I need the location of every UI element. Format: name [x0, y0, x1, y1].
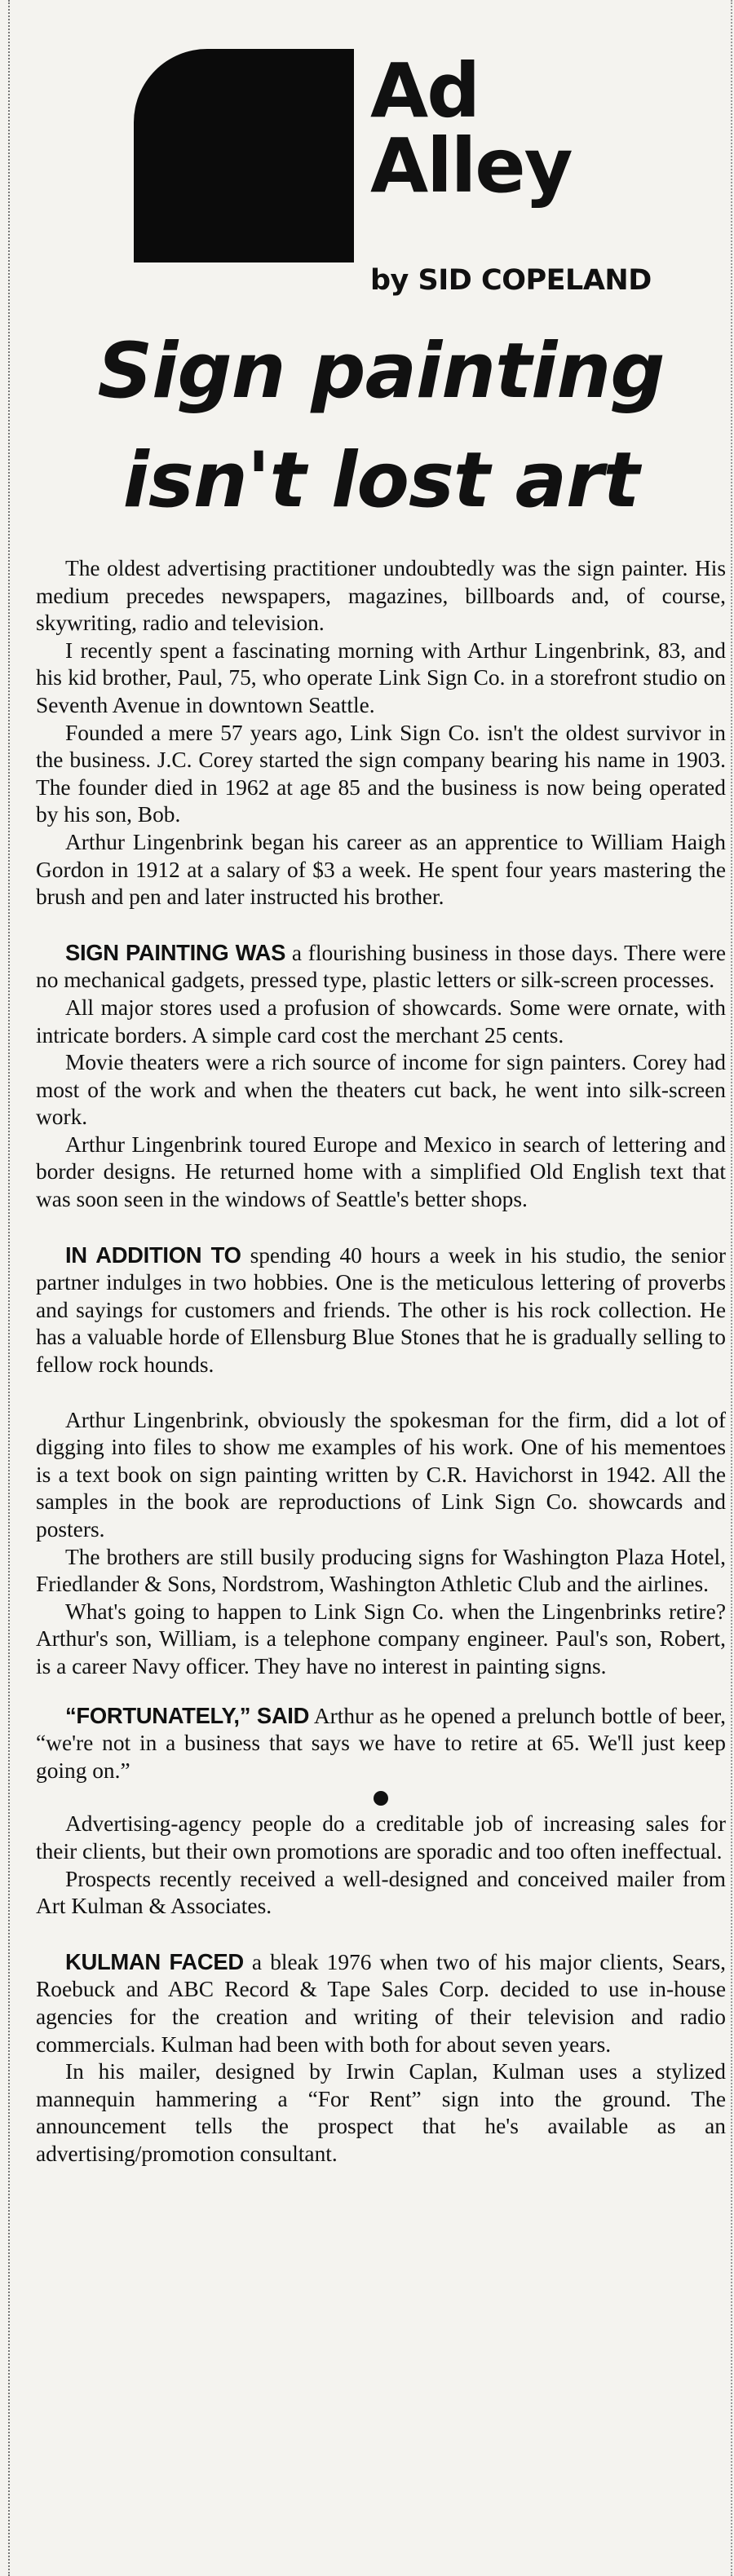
section-lead: “FORTUNATELY,” SAID [65, 1702, 310, 1728]
article-body [36, 555, 726, 2168]
paragraph: Arthur Lingenbrink toured Europe and Mexico in search of lettering and border designs. He returned home with a simplified Old English text that was soon seen in the windows of Seattle's better shops. [36, 1131, 726, 1212]
paragraph: Arthur Lingenbrink, obviously the spokesman for the firm, did a lot of digging into files to show me examples of his work. One of his mementoes is a text book on sign painting written by C.R. Havichorst in 1942. All the samples in the book are reproductions of Link Sign Co. showcards and posters. [36, 1407, 726, 1542]
paragraph: Arthur Lingenbrink began his career as an apprentice to William Haigh Gordon in 1912 at a salary of $3 a week. He spent four years mastering the brush and pen and later instructed his brother. [36, 829, 726, 910]
headline [36, 317, 726, 536]
section-text: a flourishing business in those days. There were no mechanical gadgets, pressed type, plastic letters or silk-screen processes. [36, 940, 726, 993]
headline-line2: isn't lost art [122, 436, 639, 525]
paragraph: Prospects recently received a well-designed and conceived mailer from Art Kulman & Associates. [36, 1866, 726, 1919]
column-title-line2: Alley [370, 122, 572, 210]
paragraph: The oldest advertising practitioner undoubtedly was the sign painter. His medium precedes newspapers, magazines, billboards and, of course, skywriting, radio and television. [36, 556, 726, 636]
paragraph: In his mailer, designed by Irwin Caplan, Kulman uses a stylized mannequin hammering a “For Rent” sign into the ground. The announcement tells the prospect that he's available as an advertising/promotion consultant. [36, 2059, 726, 2166]
paragraph: The brothers are still busily producing signs for Washington Plaza Hotel, Friedlander & Sons, Nordstrom, Washington Athletic Club and the airlines. [36, 1544, 726, 1597]
paragraph: All major stores used a profusion of showcards. Some were ornate, with intricate borders. A simple card cost the merchant 25 cents. [36, 995, 726, 1048]
column-title-line1: Ad [370, 47, 480, 135]
paragraph: Movie theaters were a rich source of income for sign painters. Corey had most of the work and when the theaters cut back, he went into silk-screen work. [36, 1050, 726, 1130]
section-text: a bleak 1976 when two of his major clients, Sears, Roebuck and ABC Record & Tape Sales Corp. decided to use in-house agencies for the creation and writing of their television and radio commercials. Kulman had been with both for about seven years. [36, 1949, 726, 2057]
paragraph: Founded a mere 57 years ago, Link Sign Co. isn't the oldest survivor in the business. J.C. Corey started the sign company bearing his name in 1903. The founder died in 1962 at age 85 and the business is now being operated by his son, Bob. [36, 720, 726, 827]
section-lead: SIGN PAINTING WAS [65, 939, 286, 965]
paragraph: What's going to happen to Link Sign Co. when the Lingenbrinks retire? Arthur's son, William, is a telephone company engineer. Paul's son, Robert, is a career Navy officer. They have no interest in painting signs. [36, 1599, 726, 1678]
section-paragraph [36, 1702, 726, 1785]
section-paragraph [36, 1948, 726, 2058]
paragraph: I recently spent a fascinating morning with Arthur Lingenbrink, 83, and his kid brother, Paul, 75, who operate Link Sign Co. in a storefront studio on Seventh Avenue in downtown Seattle. [36, 637, 726, 717]
column-rule-left [8, 0, 11, 2576]
headline-line1: Sign painting [97, 327, 665, 416]
section-paragraph [36, 939, 726, 995]
section-paragraph [36, 1242, 726, 1379]
section-text: Arthur as he opened a prelunch bottle of beer, “we're not in a business that says we have to retire at 65. We'll just keep going on.” [36, 1703, 726, 1783]
byline: by SID COPELAND [370, 264, 652, 297]
paragraph: Advertising-agency people do a creditable job of increasing sales for their clients, but their own promotions are sporadic and too often ineffectual. [36, 1811, 726, 1864]
section-lead: KULMAN FACED [65, 1948, 244, 1974]
column-header [36, 0, 726, 306]
column-logo-block [134, 49, 354, 262]
section-divider-bullet [374, 1791, 388, 1806]
section-lead: IN ADDITION TO [65, 1242, 241, 1268]
column-rule-right [731, 0, 734, 2576]
column-title [370, 47, 572, 210]
section-text: spending 40 hours a week in his studio, the senior partner indulges in two hobbies. One is the meticulous lettering of proverbs and sayings for customers and friends. The other is his rock collection. He has a valuable horde of Ellensburg Blue Stones that he is gradually selling to fellow rock hounds. [36, 1242, 726, 1378]
newspaper-column [36, 0, 726, 2576]
